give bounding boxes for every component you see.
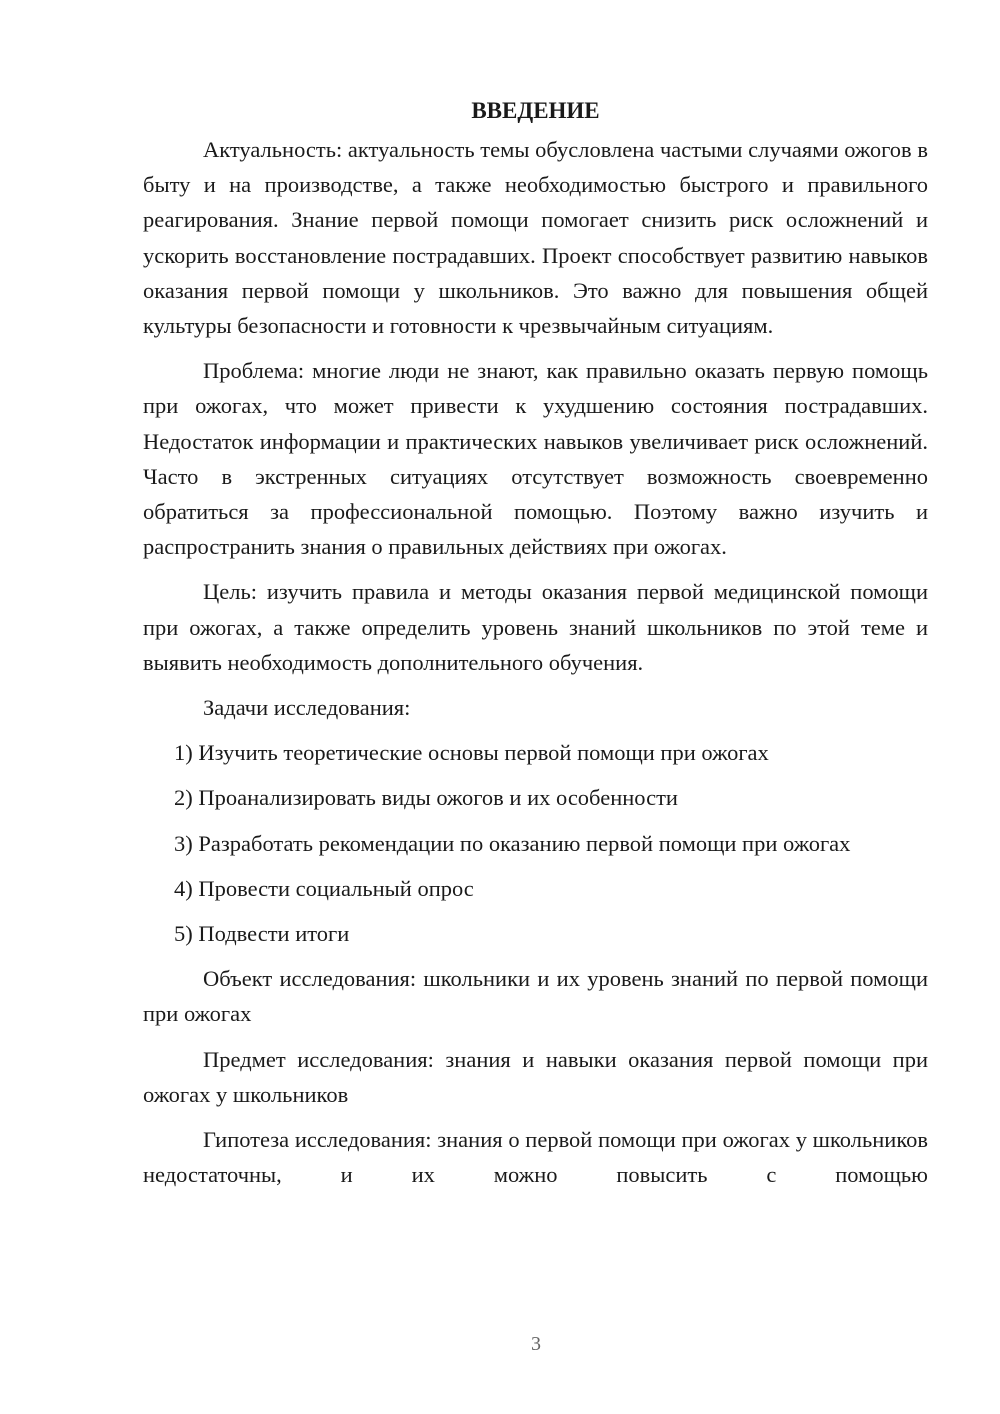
task-item: 5) Подвести итоги	[174, 921, 350, 947]
task-item: 1) Изучить теоретические основы первой помощи при ожогах	[174, 740, 769, 766]
paragraph-goal: Цель: изучить правила и методы оказания первой медицинской помощи при ожогах, а также определить уровень знаний школьников по этой теме и выявить необходимость дополнительного обучения.	[143, 579, 928, 675]
task-item: 4) Провести социальный опрос	[174, 875, 474, 901]
section-title: ВВЕДЕНИЕ	[471, 98, 600, 123]
page-content	[143, 93, 928, 1202]
paragraph-problem: Проблема: многие люди не знают, как правильно оказать первую помощь при ожогах, что может привести к ухудшению состояния пострадавших. Недостаток информации и практических навыков увеличивает риск осложнений. Часто в экстренных ситуациях отсутствует возможность своевременно обратиться за профессиональной помощью. Поэтому важно изучить и распространить знания о правильных действиях при ожогах.	[143, 358, 928, 560]
paragraph-relevance: Актуальность: актуальность темы обусловлена частыми случаями ожогов в быту и на производстве, а также необходимостью быстрого и правильного реагирования. Знание первой помощи помогает снизить риск осложнений и ускорить восстановление пострадавших. Проект способствует развитию навыков оказания первой помощи у школьников. Это важно для повышения общей культуры безопасности и готовности к чрезвычайным ситуациям.	[143, 137, 928, 339]
paragraph-subject: Предмет исследования: знания и навыки оказания первой помощи при ожогах у школьников	[143, 1046, 928, 1107]
page-number: 3	[531, 1333, 541, 1355]
task-item: 3) Разработать рекомендации по оказанию первой помощи при ожогах	[174, 830, 851, 856]
paragraph-object: Объект исследования: школьники и их уровень знаний по первой помощи при ожогах	[143, 966, 928, 1027]
task-item: 2) Проанализировать виды ожогов и их особенности	[174, 785, 678, 811]
paragraph-tasks-heading: Задачи исследования:	[203, 695, 411, 721]
paragraph-hypothesis: Гипотеза исследования: знания о первой помощи при ожогах у школьников недостаточны, и их можно повысить с помощью	[143, 1127, 928, 1188]
